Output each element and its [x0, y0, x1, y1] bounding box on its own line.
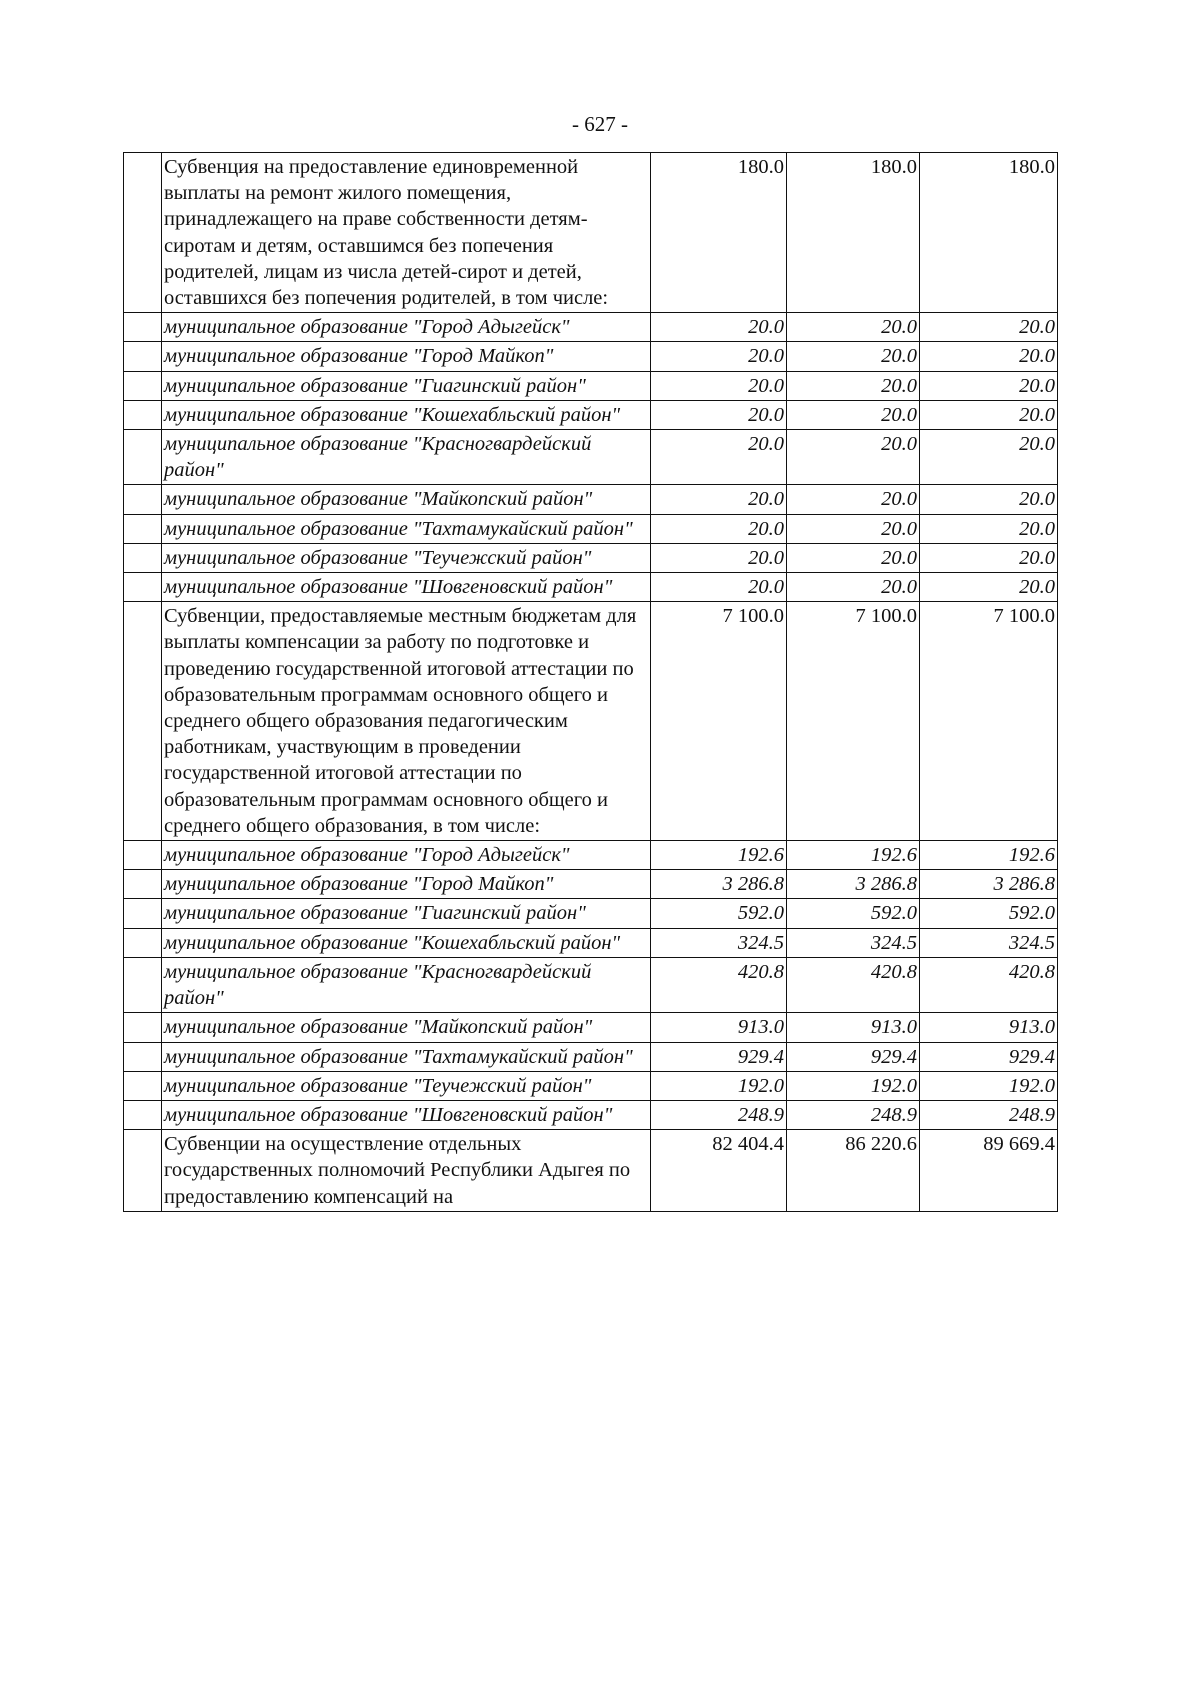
row-label: муниципальное образование "Шовгеновский район" [162, 1100, 651, 1129]
row-value-year-2: 20.0 [787, 313, 920, 342]
row-value-year-1: 3 286.8 [651, 870, 787, 899]
row-value-year-3: 180.0 [920, 153, 1058, 313]
row-value-year-2: 20.0 [787, 430, 920, 485]
row-value-year-3: 929.4 [920, 1042, 1058, 1071]
table-row [124, 371, 1058, 400]
row-value-year-1: 929.4 [651, 1042, 787, 1071]
row-label: муниципальное образование "Теучежский район" [162, 1071, 651, 1100]
row-value-year-3: 20.0 [920, 485, 1058, 514]
row-value-year-3: 420.8 [920, 957, 1058, 1012]
row-label: муниципальное образование "Красногвардейский район" [162, 430, 651, 485]
table-row [124, 514, 1058, 543]
row-label: муниципальное образование "Город Адыгейск" [162, 841, 651, 870]
table-row [124, 543, 1058, 572]
row-value-year-3: 20.0 [920, 543, 1058, 572]
row-value-year-1: 20.0 [651, 371, 787, 400]
row-value-year-1: 248.9 [651, 1100, 787, 1129]
row-value-year-1: 7 100.0 [651, 602, 787, 841]
table-row [124, 1130, 1058, 1212]
row-code-cell [124, 841, 162, 870]
table-row [124, 1071, 1058, 1100]
row-code-cell [124, 430, 162, 485]
row-value-year-2: 3 286.8 [787, 870, 920, 899]
row-value-year-1: 20.0 [651, 514, 787, 543]
row-value-year-1: 20.0 [651, 573, 787, 602]
row-label: муниципальное образование "Шовгеновский район" [162, 573, 651, 602]
row-value-year-3: 20.0 [920, 371, 1058, 400]
table-row [124, 430, 1058, 485]
row-value-year-2: 324.5 [787, 928, 920, 957]
row-value-year-3: 7 100.0 [920, 602, 1058, 841]
row-value-year-1: 20.0 [651, 342, 787, 371]
row-code-cell [124, 400, 162, 429]
row-value-year-3: 20.0 [920, 313, 1058, 342]
row-value-year-2: 192.0 [787, 1071, 920, 1100]
row-code-cell [124, 514, 162, 543]
row-code-cell [124, 573, 162, 602]
row-value-year-2: 20.0 [787, 371, 920, 400]
row-value-year-2: 592.0 [787, 899, 920, 928]
row-value-year-2: 20.0 [787, 543, 920, 572]
row-value-year-3: 192.6 [920, 841, 1058, 870]
row-code-cell [124, 1130, 162, 1212]
table-row [124, 957, 1058, 1012]
row-label: муниципальное образование "Город Майкоп" [162, 870, 651, 899]
page-number: - 627 - [572, 112, 628, 136]
row-value-year-2: 192.6 [787, 841, 920, 870]
row-value-year-2: 7 100.0 [787, 602, 920, 841]
row-label: муниципальное образование "Красногвардейский район" [162, 957, 651, 1012]
row-value-year-1: 192.0 [651, 1071, 787, 1100]
row-value-year-3: 20.0 [920, 400, 1058, 429]
row-label: муниципальное образование "Теучежский район" [162, 543, 651, 572]
table-row [124, 602, 1058, 841]
table-row [124, 928, 1058, 957]
row-value-year-1: 20.0 [651, 400, 787, 429]
row-code-cell [124, 543, 162, 572]
table-row [124, 870, 1058, 899]
row-value-year-1: 180.0 [651, 153, 787, 313]
table-row [124, 899, 1058, 928]
row-value-year-2: 929.4 [787, 1042, 920, 1071]
row-value-year-3: 192.0 [920, 1071, 1058, 1100]
row-code-cell [124, 957, 162, 1012]
table-row [124, 1042, 1058, 1071]
row-label: муниципальное образование "Майкопский район" [162, 485, 651, 514]
table-row [124, 573, 1058, 602]
row-code-cell [124, 1071, 162, 1100]
row-value-year-1: 324.5 [651, 928, 787, 957]
row-label: муниципальное образование "Город Майкоп" [162, 342, 651, 371]
row-value-year-1: 82 404.4 [651, 1130, 787, 1212]
row-value-year-2: 20.0 [787, 485, 920, 514]
row-label: муниципальное образование "Кошехабльский район" [162, 928, 651, 957]
row-label: муниципальное образование "Тахтамукайский район" [162, 1042, 651, 1071]
row-code-cell [124, 371, 162, 400]
table-row [124, 153, 1058, 313]
row-label: Субвенция на предоставление единовременной выплаты на ремонт жилого помещения, принадлежащего на праве собственности детям-сиротам и детям, оставшимся без попечения родителей, лицам из числа детей-сирот и детей, оставшихся без попечения родителей, в том числе: [162, 153, 651, 313]
row-label: Субвенции на осуществление отдельных государственных полномочий Республики Адыгея по предоставлению компенсаций на [162, 1130, 651, 1212]
row-value-year-2: 420.8 [787, 957, 920, 1012]
row-label: муниципальное образование "Гиагинский район" [162, 371, 651, 400]
row-label: Субвенции, предоставляемые местным бюджетам для выплаты компенсации за работу по подготовке и проведению государственной итоговой аттестации по образовательным программам основного общего и среднего общего образования педагогическим работникам, участвующим в проведении государственной итоговой аттестации по образовательным программам основного общего и среднего общего образования, в том числе: [162, 602, 651, 841]
table-row [124, 1013, 1058, 1042]
row-value-year-2: 86 220.6 [787, 1130, 920, 1212]
row-code-cell [124, 1042, 162, 1071]
row-value-year-3: 324.5 [920, 928, 1058, 957]
table-row [124, 313, 1058, 342]
row-code-cell [124, 928, 162, 957]
row-value-year-3: 3 286.8 [920, 870, 1058, 899]
row-value-year-2: 20.0 [787, 342, 920, 371]
row-value-year-1: 592.0 [651, 899, 787, 928]
row-value-year-3: 592.0 [920, 899, 1058, 928]
row-label: муниципальное образование "Кошехабльский район" [162, 400, 651, 429]
row-code-cell [124, 342, 162, 371]
row-value-year-1: 20.0 [651, 313, 787, 342]
row-value-year-2: 180.0 [787, 153, 920, 313]
row-value-year-1: 20.0 [651, 543, 787, 572]
row-value-year-2: 248.9 [787, 1100, 920, 1129]
row-value-year-1: 20.0 [651, 430, 787, 485]
row-code-cell [124, 602, 162, 841]
table-body [124, 153, 1058, 1212]
table-row [124, 342, 1058, 371]
row-value-year-3: 248.9 [920, 1100, 1058, 1129]
row-code-cell [124, 313, 162, 342]
row-label: муниципальное образование "Майкопский район" [162, 1013, 651, 1042]
row-value-year-2: 20.0 [787, 400, 920, 429]
row-label: муниципальное образование "Город Адыгейск" [162, 313, 651, 342]
row-value-year-2: 20.0 [787, 573, 920, 602]
row-value-year-3: 20.0 [920, 514, 1058, 543]
row-value-year-3: 20.0 [920, 573, 1058, 602]
table-row [124, 841, 1058, 870]
row-value-year-3: 20.0 [920, 430, 1058, 485]
row-value-year-2: 913.0 [787, 1013, 920, 1042]
row-value-year-1: 20.0 [651, 485, 787, 514]
table-row [124, 1100, 1058, 1129]
row-code-cell [124, 1100, 162, 1129]
row-label: муниципальное образование "Тахтамукайский район" [162, 514, 651, 543]
row-value-year-3: 20.0 [920, 342, 1058, 371]
row-value-year-2: 20.0 [787, 514, 920, 543]
row-code-cell [124, 870, 162, 899]
table-row [124, 485, 1058, 514]
budget-table [123, 152, 1058, 1212]
row-label: муниципальное образование "Гиагинский район" [162, 899, 651, 928]
row-value-year-1: 420.8 [651, 957, 787, 1012]
row-value-year-1: 913.0 [651, 1013, 787, 1042]
row-code-cell [124, 485, 162, 514]
row-code-cell [124, 899, 162, 928]
row-value-year-3: 89 669.4 [920, 1130, 1058, 1212]
table-row [124, 400, 1058, 429]
row-value-year-1: 192.6 [651, 841, 787, 870]
row-value-year-3: 913.0 [920, 1013, 1058, 1042]
row-code-cell [124, 1013, 162, 1042]
row-code-cell [124, 153, 162, 313]
